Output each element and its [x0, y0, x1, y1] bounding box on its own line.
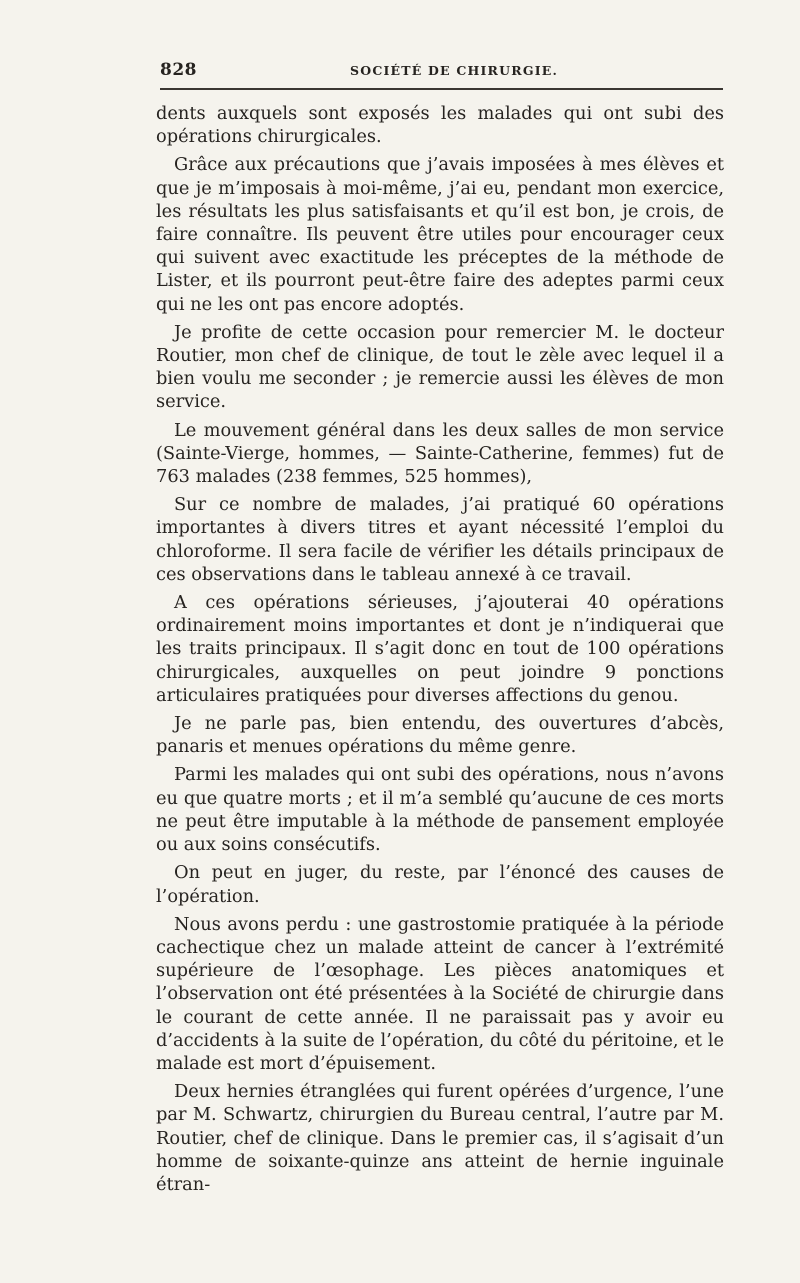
- paragraph: A ces opérations sérieuses, j’ajouterai 40 opérations ordinairement moins importantes et dont je n’indiquerai que les traits principaux. Il s’agit donc en tout de 100 opérations chirurgicales, auxquelles on peut joindre 9 ponctions articulaires pratiquées pour diverses affections du genou.: [156, 592, 724, 706]
- paragraph: On peut en juger, du reste, par l’énoncé des causes de l’opération.: [156, 862, 724, 907]
- header-rule: [160, 88, 723, 90]
- paragraph: Le mouvement général dans les deux salles de mon service (Sainte-Vierge, hommes, — Sainte-Catherine, femmes) fut de 763 malades (238 femmes, 525 hommes),: [156, 419, 724, 488]
- paragraph: Parmi les malades qui ont subi des opérations, nous n’avons eu que quatre morts ; et il m’a semblé qu’aucune de ces morts ne peut être imputable à la méthode de pansement employée ou aux soins consécutifs.: [156, 764, 724, 856]
- paragraph: Je ne parle pas, bien entendu, des ouvertures d’abcès, panaris et menues opérations du même genre.: [156, 713, 724, 758]
- paragraph: Je profite de cette occasion pour remercier M. le docteur Routier, mon chef de clinique, de tout le zèle avec lequel il a bien voulu me seconder ; je remercie aussi les élèves de mon service.: [156, 321, 724, 413]
- paragraph: Nous avons perdu : une gastrostomie pratiquée à la période cachectique chez un malade atteint de cancer à l’extrémité supérieure de l’œsophage. Les pièces anatomiques et l’observation ont été présentées à la Société de chirurgie dans le courant de cette année. Il ne paraissait pas y avoir eu d’accidents à la suite de l’opération, du côté du péritoine, et le malade est mort d’épuisement.: [156, 913, 724, 1074]
- paragraph: dents auxquels sont exposés les malades qui ont subi des opérations chirurgicales.: [156, 103, 724, 148]
- running-head: SOCIÉTÉ DE CHIRURGIE.: [350, 63, 559, 78]
- paragraph: Sur ce nombre de malades, j’ai pratiqué 60 opérations importantes à divers titres et ayant nécessité l’emploi du chloroforme. Il sera facile de vérifier les détails principaux de ces observations dans le tableau annexé à ce travail.: [156, 494, 724, 585]
- paragraph: Deux hernies étranglées qui furent opérées d’urgence, l’une par M. Schwartz, chirurgien du Bureau central, l’autre par M. Routier, chef de clinique. Dans le premier cas, il s’agisait d’un homme de soixante-quinze ans atteint de hernie inguinale étran-: [156, 1081, 724, 1195]
- body-text: [156, 102, 724, 1201]
- page-header: [160, 60, 723, 84]
- page-number: 828: [160, 60, 197, 80]
- paragraph: Grâce aux précautions que j’avais imposées à mes élèves et que je m’imposais à moi-même, j’ai eu, pendant mon exercice, les résultats les plus satisfaisants et qu’il est bon, je crois, de faire connaître. Ils peuvent être utiles pour encourager ceux qui suivent avec exactitude les préceptes de la méthode de Lister, et ils pourront peut-être faire des adeptes parmi ceux qui ne les ont pas encore adoptés.: [156, 154, 724, 315]
